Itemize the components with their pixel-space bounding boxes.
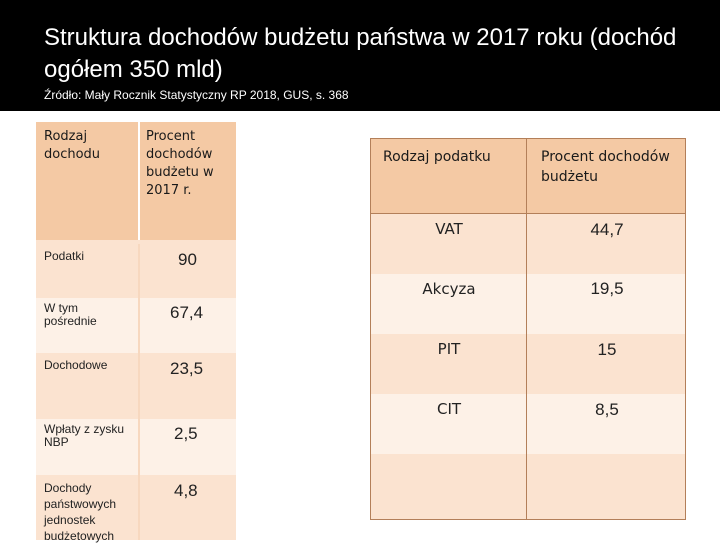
row-value: 67,4 <box>170 303 204 322</box>
row-label: Wpłaty z zysku NBP <box>44 422 125 449</box>
slide-header <box>0 0 720 111</box>
table-row <box>370 214 686 274</box>
row-value: 23,5 <box>170 359 204 378</box>
row-value: 44,7 <box>590 220 624 239</box>
table-header-row <box>370 138 686 214</box>
row-label: Podatki <box>44 249 85 263</box>
column-divider <box>138 244 140 540</box>
table-row <box>370 394 686 454</box>
table-row <box>36 353 236 419</box>
column-header-income-type: Rodzaj dochodu <box>44 129 101 162</box>
table-row <box>370 334 686 394</box>
table-header-row <box>36 122 236 240</box>
table-row <box>36 475 236 543</box>
table-row <box>36 298 236 353</box>
row-label: PIT <box>437 340 461 358</box>
column-header-percent: Procent dochodów budżetu w 2017 r. <box>146 129 214 198</box>
column-divider <box>138 122 140 240</box>
source-note: Źródło: Mały Rocznik Statystyczny RP 2018, GUS, s. 368 <box>44 88 349 102</box>
income-structure-table <box>36 122 236 543</box>
row-label: CIT <box>436 400 462 418</box>
row-label: Dochody państwowych jednostek budżetowych <box>44 481 117 543</box>
row-value: 19,5 <box>590 279 624 298</box>
table-row <box>370 274 686 334</box>
row-label: VAT <box>435 220 463 238</box>
column-divider <box>526 138 527 520</box>
table-bottom-border <box>370 519 686 520</box>
row-value: 2,5 <box>174 424 198 443</box>
tax-structure-table <box>370 138 686 520</box>
table-row <box>36 240 236 298</box>
row-value: 4,8 <box>174 481 198 500</box>
row-label: Dochodowe <box>44 358 108 372</box>
slide-title: Struktura dochodów budżetu państwa w 2017 roku (dochód ogółem 350 mld) <box>44 24 677 83</box>
column-header-tax-type: Rodzaj podatku <box>383 149 491 165</box>
row-label: Akcyza <box>422 280 476 298</box>
table-row <box>370 454 686 520</box>
column-header-percent: Procent dochodów budżetu <box>541 149 670 185</box>
row-label: W tym pośrednie <box>44 301 97 328</box>
table-row <box>36 419 236 475</box>
row-value: 90 <box>178 250 197 269</box>
row-value: 15 <box>597 340 617 359</box>
row-value: 8,5 <box>595 400 619 419</box>
